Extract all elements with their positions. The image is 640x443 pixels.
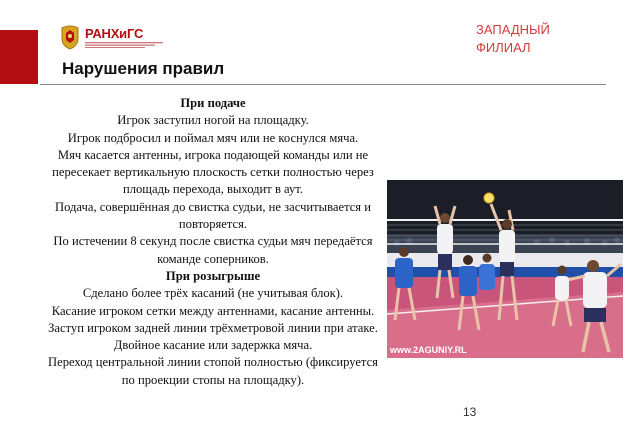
emblem-icon xyxy=(60,24,80,50)
rally-item: Касание игроком сетки между антеннами, касание антенны. xyxy=(51,303,375,318)
page-number: 13 xyxy=(463,405,477,419)
serve-item: Подача, совершённая до свистка судьи, не засчитывается и повторяется. xyxy=(55,199,371,232)
serve-item: Мяч касается антенны, игрока подающей команды или не пересекает вертикальную плоскость сетки полностью через площадь перехода, выходит в аут. xyxy=(52,147,374,197)
serve-item: Игрок заступил ногой на площадку. xyxy=(117,113,309,128)
slide-title: Нарушения правил xyxy=(62,59,225,78)
logo-subtitle xyxy=(85,42,165,48)
photo-watermark: www.2AGUNIY.RL xyxy=(390,345,467,355)
title-divider xyxy=(40,84,606,85)
rally-heading: При розыгрыше xyxy=(165,268,261,283)
rally-item: Сделано более трёх касаний (не учитывая блок). xyxy=(82,286,344,301)
volleyball-photo xyxy=(387,180,623,358)
logo-title: РАНХиГС xyxy=(85,25,144,41)
serve-item: Игрок подбросил и поймал мяч или не коснулся мяча. xyxy=(67,130,359,145)
rules-text xyxy=(40,95,386,389)
rally-item: Двойное касание или задержка мяча. xyxy=(113,338,313,353)
branch-label xyxy=(476,21,550,57)
accent-bar xyxy=(0,30,38,84)
branch-line-2: ФИЛИАЛ xyxy=(476,40,531,55)
rally-item: Переход центральной линии стопой полностью (фиксируется по проекции стопы на площадку). xyxy=(48,355,378,387)
rally-item: Заступ игроком задней линии трёхметровой линии при атаке. xyxy=(48,320,378,335)
serve-item: По истечении 8 секунд после свистка судьи мяч передаётся команде соперников. xyxy=(53,234,373,266)
serve-heading: При подаче xyxy=(180,96,246,110)
ranepa-logo xyxy=(60,24,165,50)
branch-line-1: ЗАПАДНЫЙ xyxy=(476,22,550,37)
